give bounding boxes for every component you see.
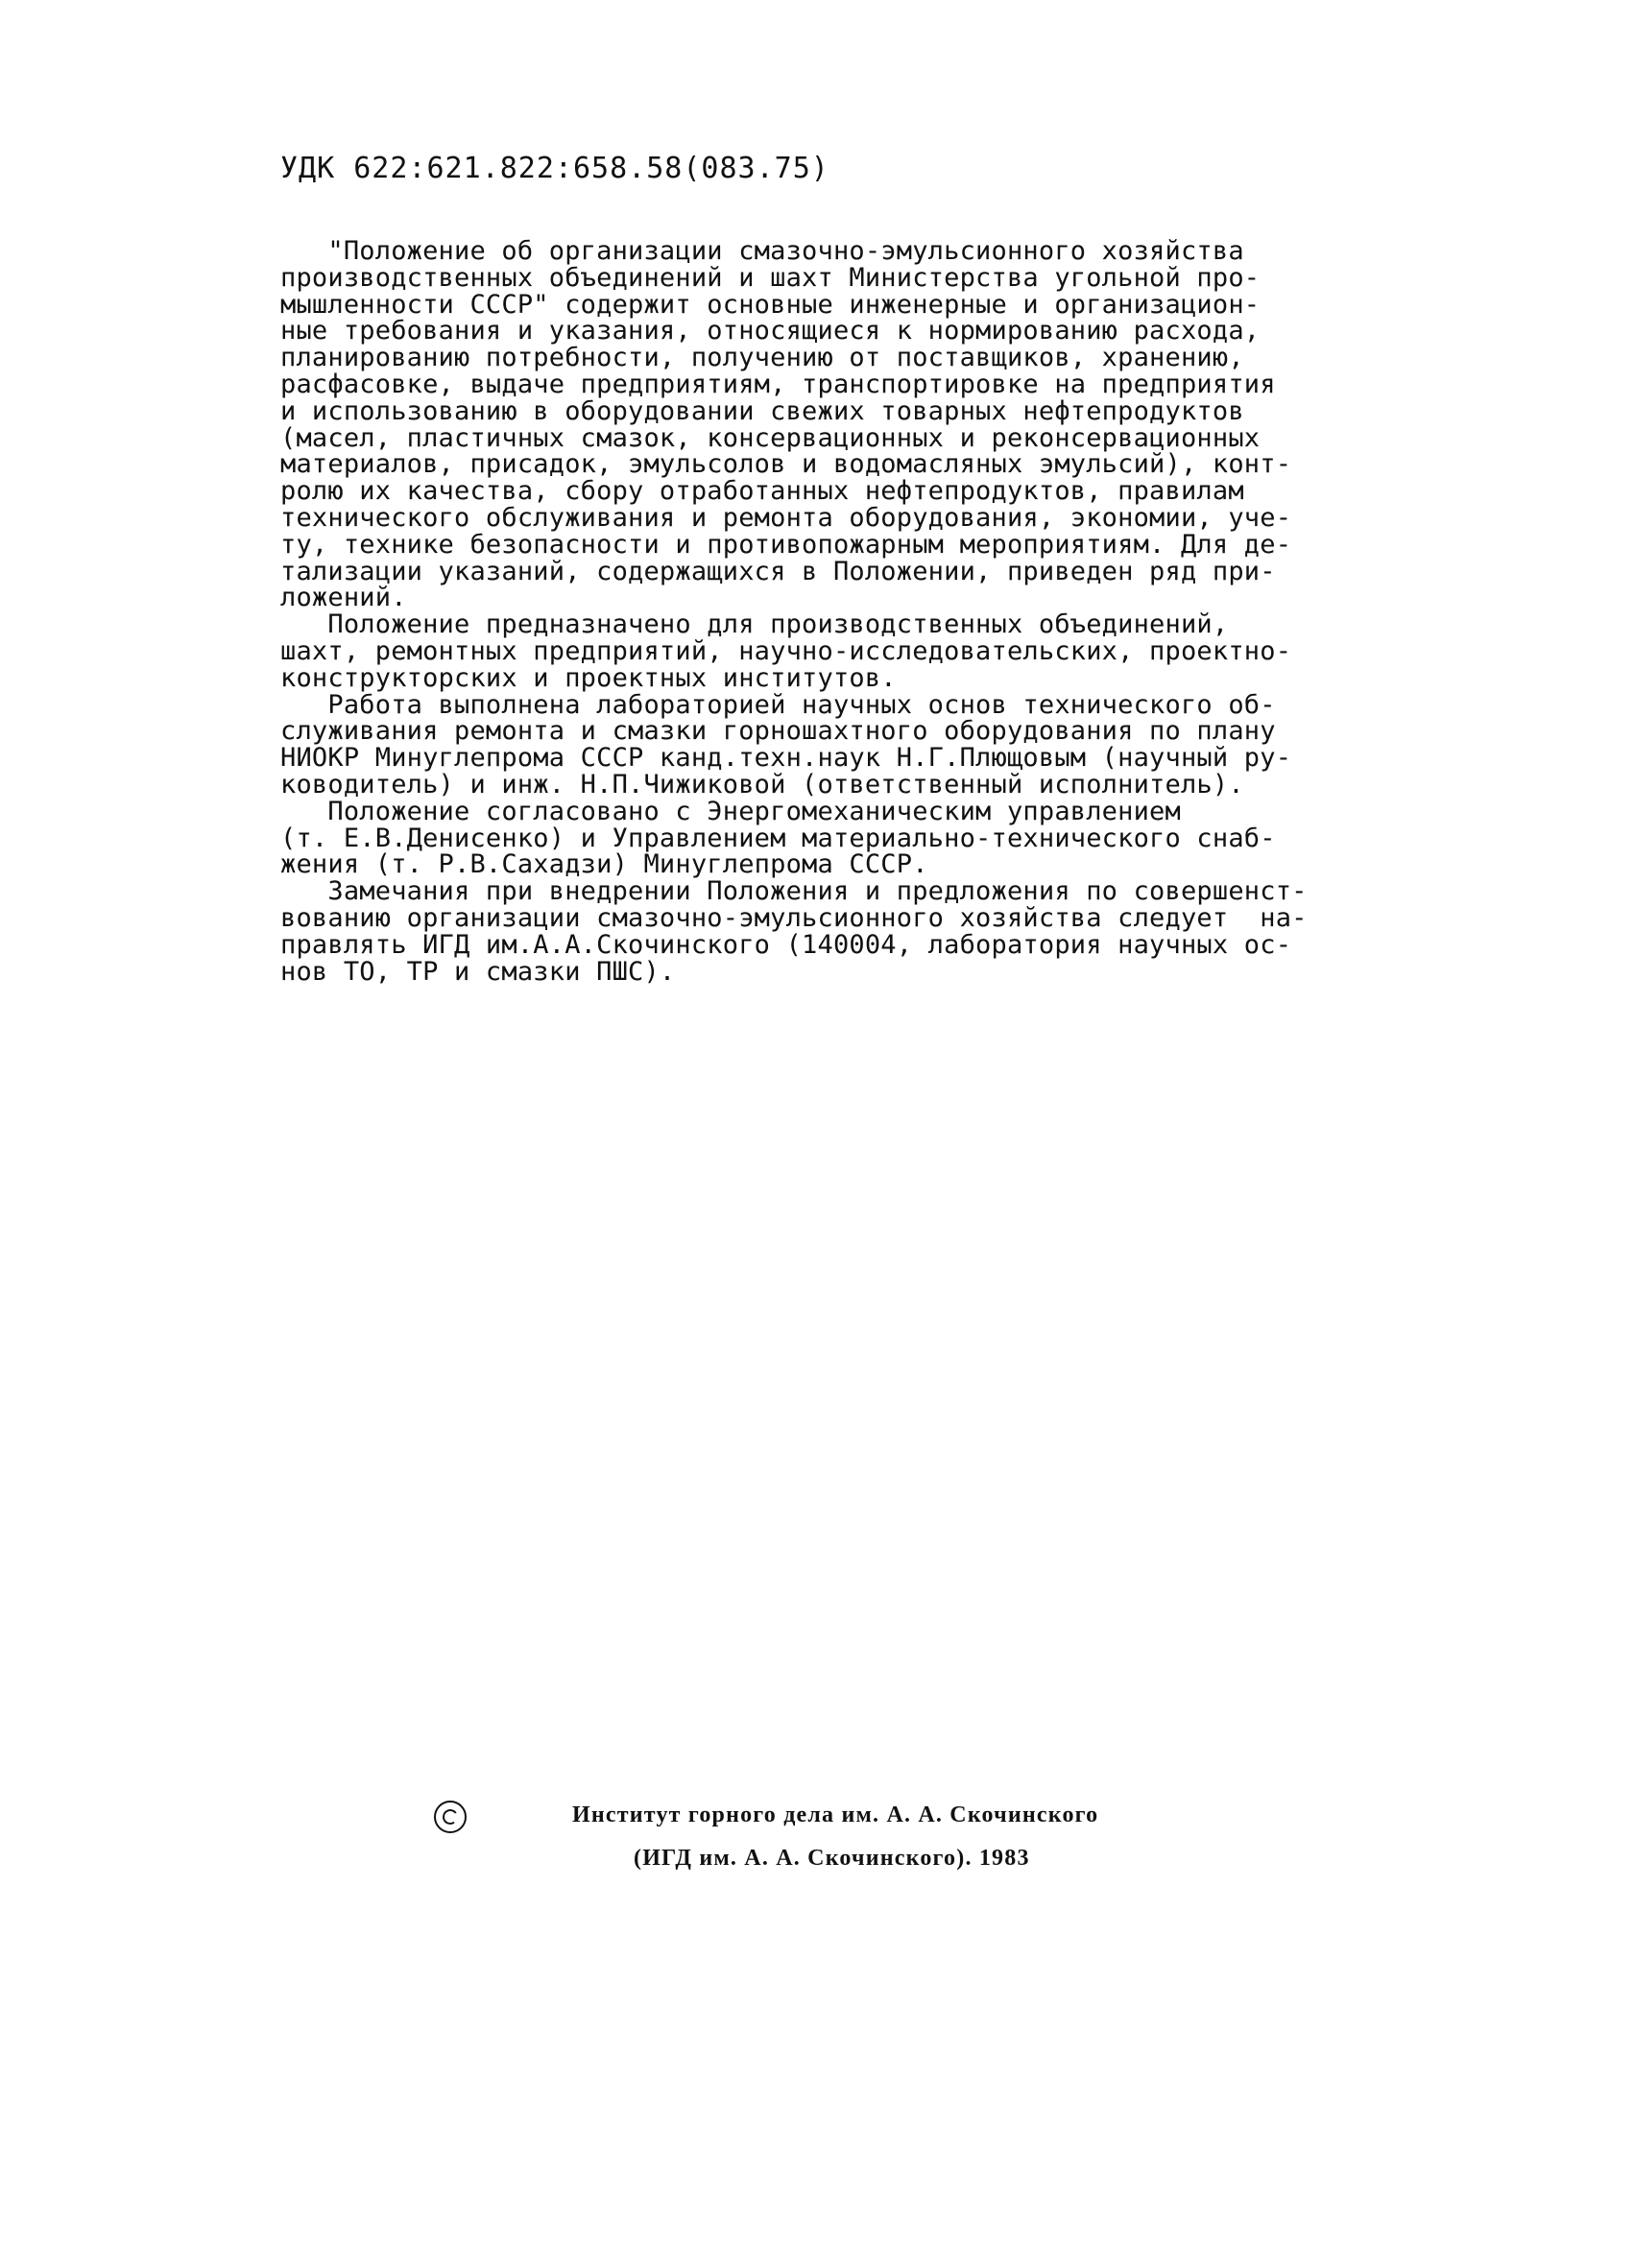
text-line: производственных объединений и шахт Министерства угольной про- (280, 262, 1261, 293)
text-line: расфасовке, выдаче предприятиям, транспортировке на предприятия (280, 369, 1276, 399)
text-line: конструкторских и проектных институтов. (280, 662, 897, 693)
document-body (280, 238, 1394, 985)
text-line: ролю их качества, сбору отработанных нефтепродуктов, правилам (280, 476, 1244, 507)
paragraph-feedback (280, 878, 1394, 985)
text-line: мышленности СССР" содержит основные инженерные и организацион- (280, 289, 1261, 320)
paragraph-description (280, 238, 1394, 611)
publisher-name: Институт горного дела им. А. А. Скочинского (572, 1802, 1099, 1827)
text-line: служивания ремонта и смазки горношахтного оборудования по плану (280, 716, 1276, 747)
text-line: ту, технике безопасности и противопожарным мероприятиям. Для де- (280, 529, 1292, 560)
text-line: Положение предназначено для производственных объединений, (280, 609, 1229, 640)
text-line: тализации указаний, содержащихся в Положении, приведен ряд при- (280, 556, 1276, 586)
text-line: НИОКР Минуглепрома СССР канд.техн.наук Н.Г.Плющовым (научный ру- (280, 743, 1292, 774)
text-line: Замечания при внедрении Положения и предложения по совершенст- (280, 876, 1308, 907)
text-line: ложений. (280, 583, 407, 613)
copyright-icon (434, 1801, 467, 1833)
paragraph-purpose (280, 611, 1394, 691)
udk-code: УДК 622:621.822:658.58(083.75) (280, 152, 829, 185)
text-line: "Положение об организации смазочно-эмульсионного хозяйства (280, 236, 1244, 266)
text-line: шахт, ремонтных предприятий, научно-исследовательских, проектно- (280, 635, 1292, 666)
text-line: правлять ИГД им.А.А.Скочинского (140004, лаборатория научных ос- (280, 929, 1292, 960)
text-line: ные требования и указания, относящиеся к нормированию расхода, (280, 316, 1261, 346)
text-line: (т. Е.В.Денисенко) и Управлением материально-технического снаб- (280, 823, 1276, 853)
paragraph-approval (280, 796, 1394, 880)
text-line: Положение согласовано с Энергомеханическим управлением (280, 796, 1181, 826)
text-line: Работа выполнена лабораторией научных основ технического об- (280, 689, 1276, 720)
publisher-year: (ИГД им. А. А. Скочинского). 1983 (634, 1846, 1030, 1871)
text-line: жения (т. Р.В.Сахадзи) Минуглепрома СССР. (280, 849, 928, 880)
text-line: технического обслуживания и ремонта оборудования, экономии, уче- (280, 502, 1292, 533)
paragraph-authors (280, 689, 1394, 800)
text-line: (масел, пластичных смазок, консервационных и реконсервационных (280, 422, 1261, 453)
text-line: материалов, присадок, эмульсолов и водомасляных эмульсий), конт- (280, 449, 1292, 480)
text-line: и использованию в оборудовании свежих товарных нефтепродуктов (280, 395, 1244, 426)
text-line: ководитель) и инж. Н.П.Чижиковой (ответственный исполнитель). (280, 769, 1244, 800)
copyright-block (0, 1801, 1634, 1916)
text-line: вованию организации смазочно-эмульсионного хозяйства следует на- (280, 902, 1308, 933)
text-line: нов ТО, ТР и смазки ПШС). (280, 956, 676, 987)
text-line: планированию потребности, получению от поставщиков, хранению, (280, 343, 1244, 373)
